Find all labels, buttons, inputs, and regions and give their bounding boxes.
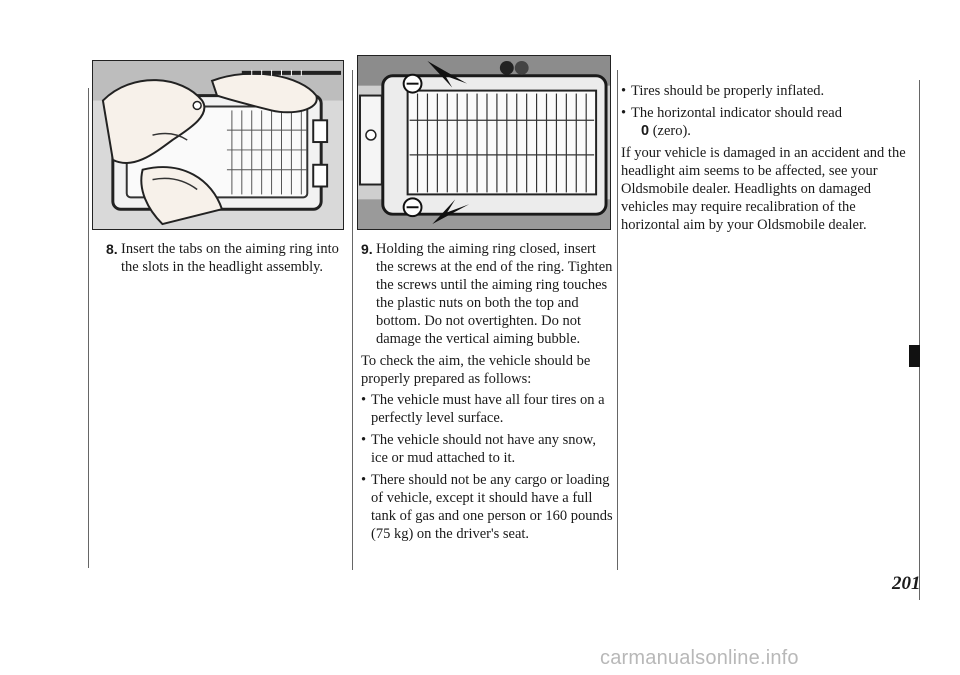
page-edge-rule: [919, 80, 920, 600]
check-aim-intro: To check the aim, the vehicle should be properly prepared as follows:: [361, 353, 591, 387]
column-rule-middle: [352, 70, 353, 570]
column-rule-right: [617, 70, 618, 570]
column-right-text: [621, 82, 906, 237]
bullet-text: The vehicle must have all four tires on a perfectly level surface.: [371, 392, 605, 426]
illustration-aiming-ring-insert: [92, 60, 344, 230]
section-tab-marker: [909, 345, 920, 367]
aiming-ring-screws-drawing: [358, 56, 610, 229]
bullet-glyph: •: [621, 83, 627, 99]
bullet-indicator-body: [631, 104, 906, 140]
bullet-level-surface: [361, 391, 616, 427]
step-8: [106, 240, 341, 276]
damage-note: If your vehicle is damaged in an accident and the headlight aim seems to be affected, see your Oldsmobile dealer. Headlights on damaged vehicles may require recalibration of the horizontal aim by your Oldsmobile dealer.: [621, 145, 906, 233]
bullet-glyph: •: [361, 432, 367, 448]
bullet-glyph: •: [361, 472, 367, 488]
bullet-glyph: •: [621, 105, 627, 121]
bullet-text: There should not be any cargo or loading of vehicle, except it should have a full tank of gas and one person or 160 pounds (75 kg) on the driver's seat.: [371, 472, 613, 542]
page-number: 201: [892, 573, 921, 594]
bullet-text: The vehicle should not have any snow, ice or mud attached to it.: [371, 432, 596, 466]
indicator-reading: [631, 122, 906, 140]
step-9-number: 9.: [361, 241, 373, 257]
column-rule-left: [88, 88, 89, 568]
bullet-glyph: •: [361, 392, 367, 408]
bullet-no-cargo: [361, 471, 616, 543]
step-9-text: Holding the aiming ring closed, insert the screws at the end of the ring. Tighten the screws until the aiming ring touches the plastic nuts on both the top and bottom. Do not overtighten. Do not damage the vertical aiming bubble.: [376, 241, 613, 347]
step-9: [361, 240, 616, 348]
aiming-ring-insert-drawing: [93, 61, 343, 229]
bullet-text: Tires should be properly inflated.: [631, 83, 825, 99]
watermark: carmanualsonline.info: [600, 647, 799, 669]
step-8-number: 8.: [106, 241, 118, 257]
illustration-aiming-ring-screws: [357, 55, 611, 230]
bullet-tires-inflated: [621, 82, 906, 100]
step-8-text: Insert the tabs on the aiming ring into the slots in the headlight assembly.: [121, 241, 339, 275]
bullet-horizontal-indicator: [621, 104, 906, 140]
column-middle-text: [361, 240, 616, 547]
column-left-text: [106, 240, 341, 279]
indicator-suffix: (zero).: [652, 123, 691, 139]
indicator-value: 0: [641, 123, 650, 139]
indicator-prefix: The horizontal indicator should read: [631, 105, 842, 121]
bullet-no-snow-ice: [361, 431, 616, 467]
